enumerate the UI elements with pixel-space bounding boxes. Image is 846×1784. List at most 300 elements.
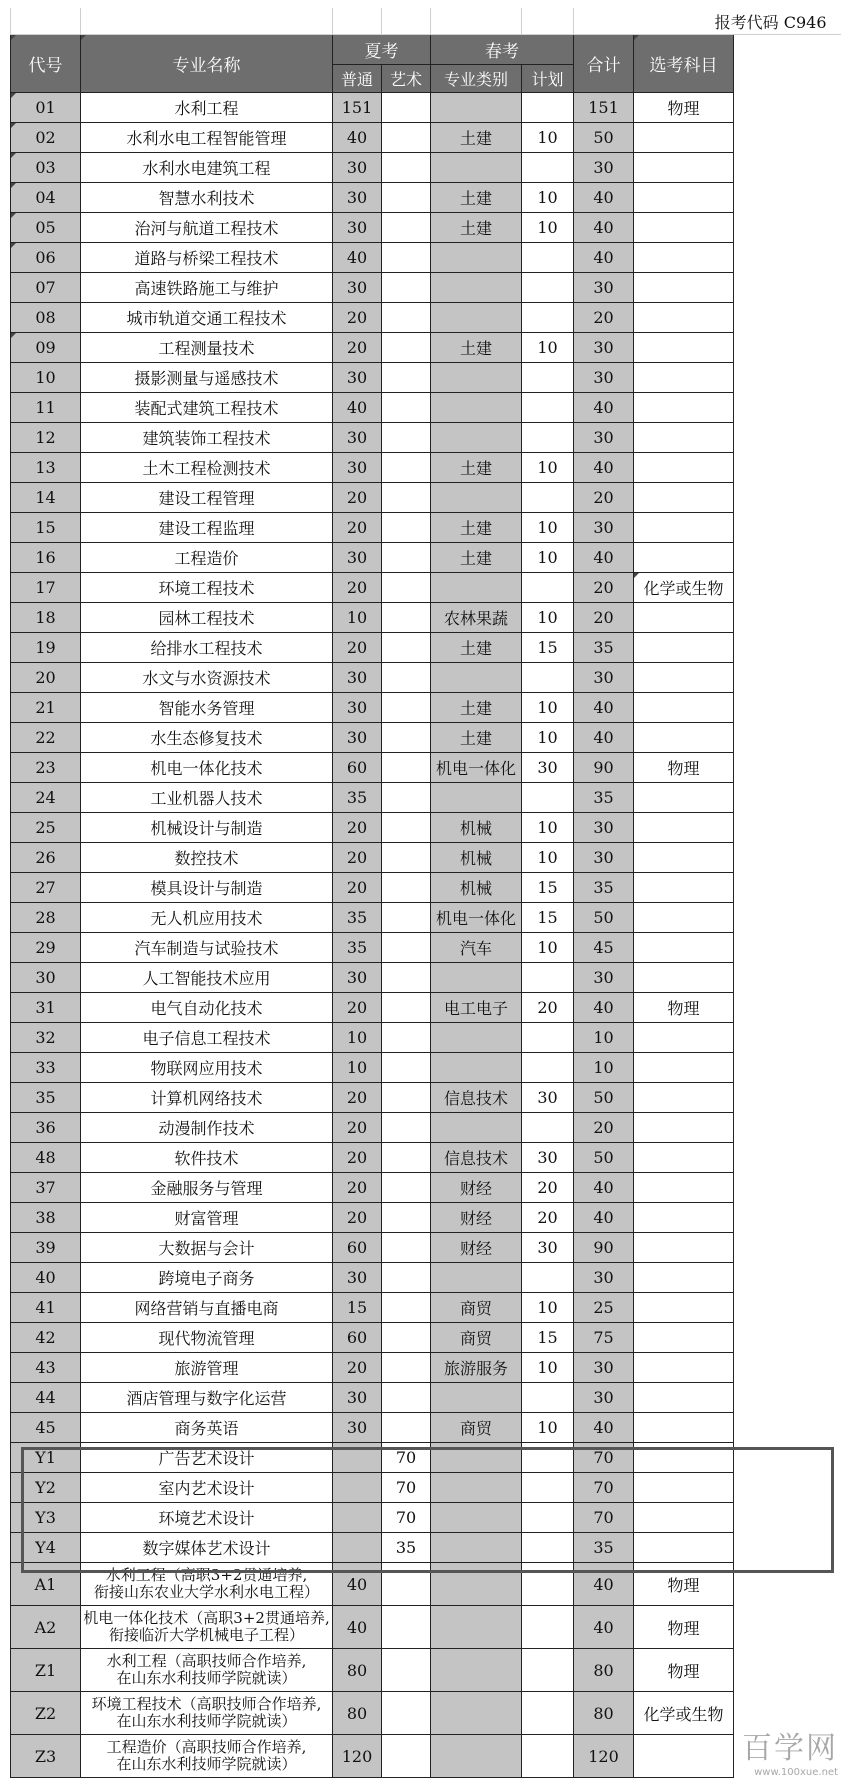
table-row [11, 93, 841, 123]
total: 30 [574, 273, 634, 303]
subject [634, 1023, 734, 1053]
row-code: 31 [11, 993, 81, 1023]
summer-normal: 20 [333, 633, 382, 663]
spring-category [431, 393, 522, 423]
major-name: 动漫制作技术 [81, 1113, 333, 1143]
total: 20 [574, 603, 634, 633]
total: 90 [574, 1233, 634, 1263]
subject [634, 723, 734, 753]
table-row [11, 783, 841, 813]
subject [634, 483, 734, 513]
row-code: Y2 [11, 1473, 81, 1503]
total: 50 [574, 903, 634, 933]
row-code: 32 [11, 1023, 81, 1053]
major-name: 水利工程 [81, 93, 333, 123]
summer-art: 35 [382, 1533, 431, 1563]
header-spring-plan: 计划 [522, 65, 574, 93]
major-name-line-2: 衔接临沂大学机械电子工程） [108, 1626, 304, 1644]
summer-art [382, 663, 431, 693]
subject [634, 1503, 734, 1533]
summer-normal: 60 [333, 1323, 382, 1353]
spring-category [431, 303, 522, 333]
row-code: Y1 [11, 1443, 81, 1473]
row-code: 10 [11, 363, 81, 393]
summer-art [382, 303, 431, 333]
spring-category [431, 1503, 522, 1533]
spring-plan: 10 [522, 213, 574, 243]
subject [634, 873, 734, 903]
major-name: 建设工程管理 [81, 483, 333, 513]
spring-plan [522, 1053, 574, 1083]
site-watermark [742, 1723, 838, 1778]
total: 40 [574, 453, 634, 483]
spring-plan [522, 1473, 574, 1503]
spring-category: 土建 [431, 333, 522, 363]
row-code: 08 [11, 303, 81, 333]
subject [634, 1473, 734, 1503]
row-code: 16 [11, 543, 81, 573]
watermark-url: www.100xue.net [754, 1767, 838, 1778]
total: 40 [574, 993, 634, 1023]
row-code: 23 [11, 753, 81, 783]
summer-normal: 20 [333, 1353, 382, 1383]
summer-normal: 20 [333, 1113, 382, 1143]
summer-normal: 20 [333, 843, 382, 873]
subject: 物理 [634, 1606, 734, 1649]
table-row [11, 813, 841, 843]
spring-plan: 30 [522, 753, 574, 783]
summer-normal: 30 [333, 723, 382, 753]
total: 30 [574, 423, 634, 453]
row-code: 11 [11, 393, 81, 423]
spring-category [431, 663, 522, 693]
table-row [11, 603, 841, 633]
table-row [11, 1083, 841, 1113]
row-code: 12 [11, 423, 81, 453]
subject [634, 453, 734, 483]
major-name: 广告艺术设计 [81, 1443, 333, 1473]
summer-art [382, 363, 431, 393]
table-row [11, 693, 841, 723]
subject [634, 903, 734, 933]
major-name: 环境艺术设计 [81, 1503, 333, 1533]
summer-normal [333, 1473, 382, 1503]
major-name-line-1: 水利工程（高职技师合作培养, [106, 1652, 307, 1670]
spring-category [431, 1113, 522, 1143]
spring-plan: 10 [522, 333, 574, 363]
spring-category: 汽车 [431, 933, 522, 963]
spring-plan: 10 [522, 123, 574, 153]
spring-category [431, 963, 522, 993]
total: 30 [574, 1353, 634, 1383]
subject: 化学或生物 [634, 1692, 734, 1735]
total: 151 [574, 93, 634, 123]
header-summer-art: 艺术 [382, 65, 431, 93]
subject: 物理 [634, 1563, 734, 1606]
spring-category [431, 243, 522, 273]
summer-normal: 120 [333, 1735, 382, 1778]
spring-plan [522, 1383, 574, 1413]
major-name-line-2: 在山东水利技师学院就读） [116, 1669, 297, 1687]
summer-art [382, 273, 431, 303]
major-name: 大数据与会计 [81, 1233, 333, 1263]
spring-plan [522, 1113, 574, 1143]
summer-normal: 40 [333, 123, 382, 153]
total: 30 [574, 663, 634, 693]
table-row [11, 1383, 841, 1413]
spring-plan [522, 1503, 574, 1533]
spring-plan [522, 783, 574, 813]
row-code: 45 [11, 1413, 81, 1443]
subject: 化学或生物 [634, 573, 734, 603]
summer-art [382, 813, 431, 843]
spring-category [431, 783, 522, 813]
table-row [11, 1143, 841, 1173]
summer-art [382, 1023, 431, 1053]
total: 40 [574, 693, 634, 723]
subject: 物理 [634, 1649, 734, 1692]
spring-category: 机电一体化 [431, 903, 522, 933]
total: 30 [574, 843, 634, 873]
spring-category: 旅游服务 [431, 1353, 522, 1383]
summer-normal: 30 [333, 453, 382, 483]
row-code: A1 [11, 1563, 81, 1606]
spring-category: 土建 [431, 123, 522, 153]
summer-art [382, 573, 431, 603]
table-row [11, 1735, 841, 1778]
major-name: 治河与航道工程技术 [81, 213, 333, 243]
summer-art [382, 873, 431, 903]
subject [634, 1533, 734, 1563]
table-row [11, 1053, 841, 1083]
summer-art [382, 753, 431, 783]
spring-plan [522, 303, 574, 333]
row-code: 44 [11, 1383, 81, 1413]
total: 30 [574, 333, 634, 363]
table-row [11, 1113, 841, 1143]
subject [634, 423, 734, 453]
summer-normal: 30 [333, 1383, 382, 1413]
spring-category: 财经 [431, 1173, 522, 1203]
row-code: A2 [11, 1606, 81, 1649]
summer-normal: 35 [333, 783, 382, 813]
spring-category: 土建 [431, 213, 522, 243]
summer-art [382, 213, 431, 243]
major-name: 智能水务管理 [81, 693, 333, 723]
spring-category: 信息技术 [431, 1083, 522, 1113]
spring-plan: 10 [522, 603, 574, 633]
subject [634, 693, 734, 723]
summer-art [382, 153, 431, 183]
total: 30 [574, 153, 634, 183]
row-code: 02 [11, 123, 81, 153]
total: 25 [574, 1293, 634, 1323]
total: 90 [574, 753, 634, 783]
summer-art [382, 1413, 431, 1443]
summer-art: 70 [382, 1443, 431, 1473]
row-code: 24 [11, 783, 81, 813]
spring-plan: 10 [522, 513, 574, 543]
summer-normal: 60 [333, 753, 382, 783]
spring-plan: 10 [522, 933, 574, 963]
summer-art [382, 903, 431, 933]
header-summer: 夏考 [333, 35, 431, 65]
total: 75 [574, 1323, 634, 1353]
summer-art [382, 1563, 431, 1606]
header-total: 合计 [574, 35, 634, 93]
spring-plan: 30 [522, 1233, 574, 1263]
header-code: 代号 [11, 35, 81, 93]
major-name: 商务英语 [81, 1413, 333, 1443]
major-name: 网络营销与直播电商 [81, 1293, 333, 1323]
row-code: Z2 [11, 1692, 81, 1735]
spring-category: 土建 [431, 633, 522, 663]
table-row [11, 1443, 841, 1473]
subject [634, 1143, 734, 1173]
total: 20 [574, 573, 634, 603]
spring-category [431, 153, 522, 183]
table-row [11, 513, 841, 543]
subject [634, 1293, 734, 1323]
subject [634, 1173, 734, 1203]
row-code: Z3 [11, 1735, 81, 1778]
subject [634, 813, 734, 843]
major-name [81, 1649, 333, 1692]
table-row [11, 1563, 841, 1606]
table-row [11, 1503, 841, 1533]
total: 30 [574, 513, 634, 543]
major-name: 人工智能技术应用 [81, 963, 333, 993]
summer-art [382, 543, 431, 573]
spring-category [431, 483, 522, 513]
spring-category: 土建 [431, 723, 522, 753]
total: 35 [574, 873, 634, 903]
spring-plan [522, 483, 574, 513]
table-row [11, 1606, 841, 1649]
spring-category: 农林果蔬 [431, 603, 522, 633]
table-row [11, 963, 841, 993]
summer-art: 70 [382, 1473, 431, 1503]
major-name-line-1: 水利工程（高职3+2贯通培养, [105, 1566, 308, 1584]
spring-plan [522, 1563, 574, 1606]
summer-art [382, 393, 431, 423]
summer-normal: 10 [333, 1023, 382, 1053]
spring-plan: 30 [522, 1143, 574, 1173]
spring-category: 财经 [431, 1233, 522, 1263]
summer-normal: 20 [333, 1083, 382, 1113]
total: 40 [574, 543, 634, 573]
major-name: 数控技术 [81, 843, 333, 873]
table-row [11, 903, 841, 933]
total: 35 [574, 1533, 634, 1563]
subject [634, 1443, 734, 1473]
summer-art [382, 1323, 431, 1353]
major-name: 水生态修复技术 [81, 723, 333, 753]
table-row [11, 453, 841, 483]
spring-plan: 15 [522, 903, 574, 933]
header-major: 专业名称 [81, 35, 333, 93]
spring-category [431, 573, 522, 603]
table-row [11, 543, 841, 573]
table-row [11, 1173, 841, 1203]
spring-category [431, 1023, 522, 1053]
major-name: 工程造价 [81, 543, 333, 573]
summer-art: 70 [382, 1503, 431, 1533]
summer-art [382, 783, 431, 813]
subject [634, 1383, 734, 1413]
table-row [11, 153, 841, 183]
table-row [11, 363, 841, 393]
row-code: 43 [11, 1353, 81, 1383]
spring-plan: 10 [522, 453, 574, 483]
spring-plan [522, 423, 574, 453]
summer-art [382, 1735, 431, 1778]
spring-category [431, 1563, 522, 1606]
major-name: 酒店管理与数字化运营 [81, 1383, 333, 1413]
code-label-row [11, 8, 841, 35]
row-code: 09 [11, 333, 81, 363]
total: 40 [574, 1203, 634, 1233]
total: 35 [574, 783, 634, 813]
spring-category: 电工电子 [431, 993, 522, 1023]
spring-category [431, 1533, 522, 1563]
summer-art [382, 933, 431, 963]
summer-art [382, 633, 431, 663]
row-code: 28 [11, 903, 81, 933]
row-code: 36 [11, 1113, 81, 1143]
summer-normal: 20 [333, 333, 382, 363]
summer-art [382, 1353, 431, 1383]
summer-normal: 40 [333, 1563, 382, 1606]
total: 30 [574, 363, 634, 393]
summer-art [382, 453, 431, 483]
major-name: 城市轨道交通工程技术 [81, 303, 333, 333]
total: 20 [574, 303, 634, 333]
summer-art [382, 123, 431, 153]
spring-category: 商贸 [431, 1323, 522, 1353]
subject [634, 1413, 734, 1443]
major-name: 道路与桥梁工程技术 [81, 243, 333, 273]
summer-art [382, 693, 431, 723]
spring-category [431, 93, 522, 123]
spring-category: 商贸 [431, 1293, 522, 1323]
row-code: 42 [11, 1323, 81, 1353]
subject [634, 153, 734, 183]
spring-category [431, 1443, 522, 1473]
summer-normal: 30 [333, 153, 382, 183]
major-name [81, 1563, 333, 1606]
row-code: Y4 [11, 1533, 81, 1563]
summer-normal: 20 [333, 1143, 382, 1173]
table-row [11, 753, 841, 783]
subject [634, 663, 734, 693]
admission-table-sheet [10, 8, 840, 1778]
summer-normal: 35 [333, 933, 382, 963]
spring-category [431, 1735, 522, 1778]
subject [634, 1113, 734, 1143]
summer-art [382, 1203, 431, 1233]
subject [634, 1083, 734, 1113]
summer-normal: 30 [333, 1413, 382, 1443]
major-name: 计算机网络技术 [81, 1083, 333, 1113]
major-name-line-2: 在山东水利技师学院就读） [116, 1755, 297, 1773]
major-name: 电子信息工程技术 [81, 1023, 333, 1053]
summer-normal: 20 [333, 483, 382, 513]
header-spring-category: 专业类别 [431, 65, 522, 93]
subject [634, 123, 734, 153]
row-code: Z1 [11, 1649, 81, 1692]
summer-normal: 40 [333, 243, 382, 273]
spring-plan [522, 1533, 574, 1563]
major-name: 模具设计与制造 [81, 873, 333, 903]
total: 40 [574, 393, 634, 423]
table-row [11, 993, 841, 1023]
summer-art [382, 423, 431, 453]
row-code: 15 [11, 513, 81, 543]
major-name [81, 1692, 333, 1735]
total: 80 [574, 1692, 634, 1735]
spring-plan [522, 153, 574, 183]
summer-art [382, 993, 431, 1023]
table-row [11, 303, 841, 333]
summer-normal: 15 [333, 1293, 382, 1323]
spring-plan: 20 [522, 1203, 574, 1233]
subject: 物理 [634, 993, 734, 1023]
major-name: 金融服务与管理 [81, 1173, 333, 1203]
row-code: 07 [11, 273, 81, 303]
summer-normal: 10 [333, 603, 382, 633]
major-name: 园林工程技术 [81, 603, 333, 633]
header-row-1 [11, 35, 841, 65]
subject [634, 543, 734, 573]
summer-art [382, 243, 431, 273]
spring-category: 土建 [431, 543, 522, 573]
major-name: 装配式建筑工程技术 [81, 393, 333, 423]
subject [634, 333, 734, 363]
total: 10 [574, 1053, 634, 1083]
spring-plan [522, 1263, 574, 1293]
spring-plan [522, 1443, 574, 1473]
summer-normal: 80 [333, 1692, 382, 1735]
table-row [11, 213, 841, 243]
spring-category: 财经 [431, 1203, 522, 1233]
table-row [11, 423, 841, 453]
spring-category: 机械 [431, 873, 522, 903]
summer-normal [333, 1503, 382, 1533]
subject [634, 1203, 734, 1233]
spring-category: 机械 [431, 813, 522, 843]
table-row [11, 183, 841, 213]
row-code: 21 [11, 693, 81, 723]
summer-normal: 20 [333, 1203, 382, 1233]
spring-plan: 15 [522, 873, 574, 903]
major-name: 机电一体化技术 [81, 753, 333, 783]
major-name: 建筑装饰工程技术 [81, 423, 333, 453]
table-row [11, 1413, 841, 1443]
major-name: 水利水电建筑工程 [81, 153, 333, 183]
table-row [11, 123, 841, 153]
major-name: 水文与水资源技术 [81, 663, 333, 693]
row-code: 14 [11, 483, 81, 513]
summer-art [382, 1173, 431, 1203]
total: 20 [574, 1113, 634, 1143]
summer-art [382, 963, 431, 993]
header-summer-normal: 普通 [333, 65, 382, 93]
summer-art [382, 1263, 431, 1293]
major-name: 现代物流管理 [81, 1323, 333, 1353]
table-row [11, 1649, 841, 1692]
subject: 物理 [634, 93, 734, 123]
